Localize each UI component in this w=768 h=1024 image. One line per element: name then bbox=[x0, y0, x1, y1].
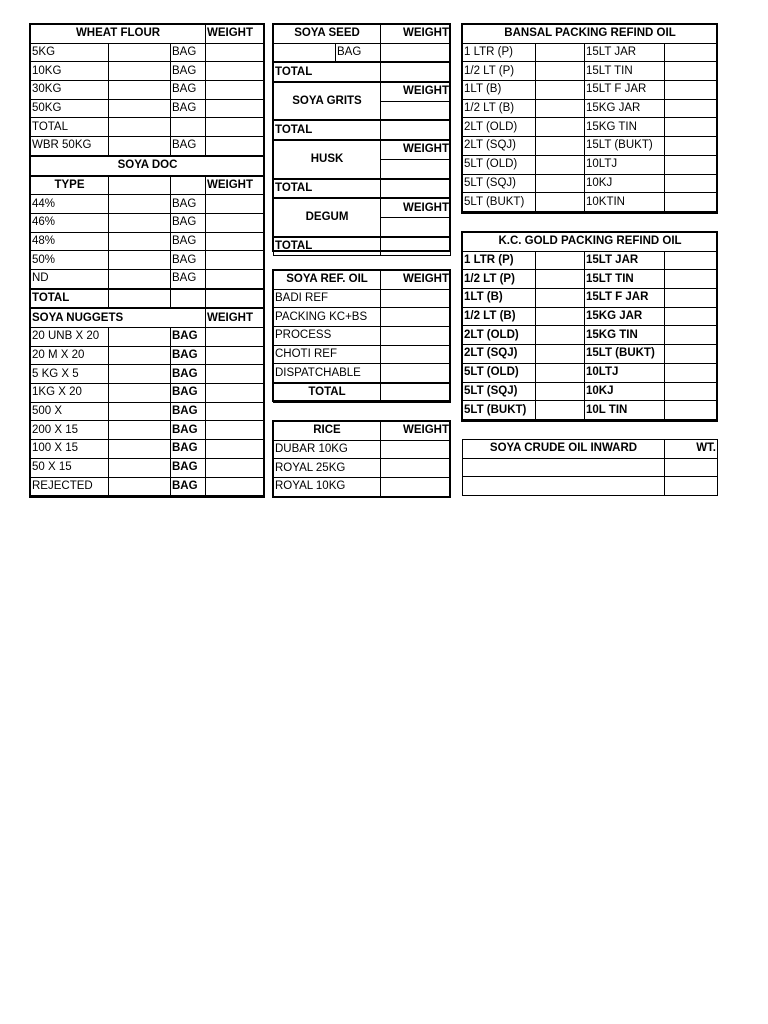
bansal-packing-table bbox=[462, 24, 718, 212]
ref-item: PACKING KC+BS bbox=[274, 308, 381, 327]
weight-cell[interactable] bbox=[381, 478, 451, 497]
weight-cell[interactable] bbox=[206, 421, 265, 440]
pack-size: 15KG TIN bbox=[585, 118, 665, 137]
ref-item: DISPATCHABLE bbox=[274, 364, 381, 383]
pack-size: 2LT (OLD) bbox=[463, 118, 536, 137]
input-cell[interactable] bbox=[665, 345, 718, 364]
input-cell[interactable] bbox=[665, 289, 718, 308]
rice-weight-header: WEIGHT bbox=[381, 422, 451, 441]
rice-header: RICE bbox=[274, 422, 381, 441]
degum-label: DEGUM bbox=[274, 198, 381, 236]
input-cell[interactable] bbox=[665, 118, 718, 137]
wheat-total-label: TOTAL bbox=[31, 118, 109, 137]
soya-ref-oil-header: SOYA REF. OIL bbox=[274, 271, 381, 290]
pack-size: 2LT (SQJ) bbox=[463, 345, 536, 364]
kc-gold-packing-table bbox=[462, 232, 718, 420]
unit-cell: BAG bbox=[171, 346, 206, 365]
input-cell[interactable] bbox=[665, 193, 718, 212]
weight-cell[interactable] bbox=[206, 384, 265, 403]
pack-size: 1 LTR (P) bbox=[463, 251, 536, 270]
pack-size: 15KG JAR bbox=[585, 307, 665, 326]
weight-cell[interactable] bbox=[206, 289, 265, 309]
bansal-header: BANSAL PACKING REFIND OIL bbox=[463, 25, 718, 44]
ref-total-label: TOTAL bbox=[274, 383, 381, 402]
input-cell[interactable] bbox=[665, 155, 718, 174]
pack-size: 10LTJ bbox=[585, 363, 665, 382]
input-cell[interactable] bbox=[665, 99, 718, 118]
pack-size: 15LT F JAR bbox=[585, 81, 665, 100]
wheat-item: 5KG bbox=[31, 43, 109, 62]
input-cell[interactable] bbox=[109, 137, 171, 156]
weight-cell[interactable] bbox=[206, 81, 265, 100]
input-cell[interactable] bbox=[109, 195, 171, 214]
weight-cell[interactable] bbox=[206, 402, 265, 421]
input-cell[interactable] bbox=[274, 43, 336, 62]
weight-cell[interactable] bbox=[206, 43, 265, 62]
pack-size: 15LT F JAR bbox=[585, 289, 665, 308]
doc-item: ND bbox=[31, 269, 109, 288]
weight-cell[interactable] bbox=[206, 232, 265, 251]
input-cell[interactable] bbox=[109, 421, 171, 440]
unit-cell bbox=[171, 289, 206, 309]
pack-size: 10KJ bbox=[585, 382, 665, 401]
wheat-item: 30KG bbox=[31, 81, 109, 100]
unit-cell: BAG bbox=[171, 365, 206, 384]
pack-size: 1/2 LT (B) bbox=[463, 307, 536, 326]
unit-cell: BAG bbox=[171, 232, 206, 251]
input-cell[interactable] bbox=[109, 99, 171, 118]
pack-size: 1/2 LT (B) bbox=[463, 99, 536, 118]
doc-item: 44% bbox=[31, 195, 109, 214]
degum-total-label: TOTAL bbox=[274, 237, 381, 256]
input-cell[interactable] bbox=[109, 346, 171, 365]
unit-cell: BAG bbox=[171, 328, 206, 347]
input-cell[interactable] bbox=[463, 477, 665, 496]
weight-cell[interactable] bbox=[381, 289, 451, 308]
input-cell[interactable] bbox=[109, 289, 171, 309]
unit-cell: BAG bbox=[171, 213, 206, 232]
rice-item: ROYAL 25KG bbox=[274, 459, 381, 478]
soya-grits-label: SOYA GRITS bbox=[274, 82, 381, 120]
pack-size: 15LT TIN bbox=[585, 62, 665, 81]
weight-cell[interactable] bbox=[206, 251, 265, 270]
soya-ref-oil-table bbox=[273, 270, 451, 403]
input-cell[interactable] bbox=[536, 62, 585, 81]
nugget-item: 1KG X 20 bbox=[31, 384, 109, 403]
weight-cell[interactable] bbox=[206, 62, 265, 81]
pack-size: 2LT (SQJ) bbox=[463, 137, 536, 156]
type-header: TYPE bbox=[31, 176, 109, 195]
weight-cell[interactable] bbox=[206, 195, 265, 214]
pack-size: 5LT (OLD) bbox=[463, 363, 536, 382]
husk-label: HUSK bbox=[274, 140, 381, 178]
weight-cell[interactable] bbox=[381, 364, 451, 383]
weight-cell[interactable] bbox=[381, 345, 451, 364]
soya-nuggets-header: SOYA NUGGETS bbox=[31, 308, 206, 327]
wheat-flour-header: WHEAT FLOUR bbox=[31, 25, 206, 44]
input-cell[interactable] bbox=[536, 382, 585, 401]
input-cell[interactable] bbox=[665, 307, 718, 326]
weight-cell[interactable] bbox=[206, 365, 265, 384]
soya-crude-inward-table bbox=[462, 439, 718, 496]
input-cell[interactable] bbox=[665, 477, 718, 496]
unit-cell bbox=[171, 176, 206, 195]
wheat-item: 50KG bbox=[31, 99, 109, 118]
input-cell[interactable] bbox=[665, 174, 718, 193]
input-cell[interactable] bbox=[536, 155, 585, 174]
weight-cell[interactable] bbox=[206, 477, 265, 496]
unit-cell: BAG bbox=[171, 99, 206, 118]
weight-cell[interactable] bbox=[206, 458, 265, 477]
pack-size: 10KJ bbox=[585, 174, 665, 193]
husk-total-label: TOTAL bbox=[274, 179, 381, 199]
input-cell[interactable] bbox=[665, 251, 718, 270]
input-cell[interactable] bbox=[665, 458, 718, 477]
pack-size: 15LT JAR bbox=[585, 43, 665, 62]
soya-doc-weight-header: WEIGHT bbox=[206, 176, 265, 195]
nugget-item: 100 X 15 bbox=[31, 440, 109, 459]
unit-cell: BAG bbox=[171, 62, 206, 81]
input-cell[interactable] bbox=[536, 401, 585, 420]
ref-weight-header: WEIGHT bbox=[381, 271, 451, 290]
wheat-item: WBR 50KG bbox=[31, 137, 109, 156]
input-cell[interactable] bbox=[536, 81, 585, 100]
husk-weight-header: WEIGHT bbox=[381, 140, 451, 159]
unit-cell: BAG bbox=[171, 458, 206, 477]
input-cell[interactable] bbox=[109, 213, 171, 232]
pack-size: 15KG JAR bbox=[585, 99, 665, 118]
doc-item: 50% bbox=[31, 251, 109, 270]
wheat-weight-header: WEIGHT bbox=[206, 25, 265, 44]
input-cell[interactable] bbox=[109, 458, 171, 477]
weight-cell[interactable] bbox=[381, 237, 451, 256]
unit-cell: BAG bbox=[171, 195, 206, 214]
nugget-item: 5 KG X 5 bbox=[31, 365, 109, 384]
pack-size: 1LT (B) bbox=[463, 81, 536, 100]
weight-cell[interactable] bbox=[206, 328, 265, 347]
input-cell[interactable] bbox=[109, 43, 171, 62]
input-cell[interactable] bbox=[665, 382, 718, 401]
pack-size: 1/2 LT (P) bbox=[463, 270, 536, 289]
unit-cell: BAG bbox=[171, 384, 206, 403]
pack-size: 5LT (BUKT) bbox=[463, 193, 536, 212]
doc-item: 46% bbox=[31, 213, 109, 232]
pack-size: 5LT (SQJ) bbox=[463, 382, 536, 401]
weight-cell[interactable] bbox=[381, 217, 451, 236]
pack-size: 15LT TIN bbox=[585, 270, 665, 289]
pack-size: 10L TIN bbox=[585, 401, 665, 420]
nugget-item: 20 UNB X 20 bbox=[31, 328, 109, 347]
nugget-item: REJECTED bbox=[31, 477, 109, 496]
nugget-item: 500 X bbox=[31, 402, 109, 421]
grits-total-label: TOTAL bbox=[274, 120, 381, 140]
weight-cell[interactable] bbox=[381, 179, 451, 199]
input-cell[interactable] bbox=[536, 193, 585, 212]
ref-item: PROCESS bbox=[274, 327, 381, 346]
unit-cell: BAG bbox=[171, 269, 206, 288]
unit-cell: BAG bbox=[171, 477, 206, 496]
input-cell[interactable] bbox=[109, 251, 171, 270]
nuggets-weight-header: WEIGHT bbox=[206, 308, 265, 327]
seed-total-label: TOTAL bbox=[274, 62, 381, 82]
weight-cell[interactable] bbox=[206, 118, 265, 137]
rice-item: ROYAL 10KG bbox=[274, 478, 381, 497]
weight-cell[interactable] bbox=[381, 383, 451, 402]
input-cell[interactable] bbox=[536, 43, 585, 62]
input-cell[interactable] bbox=[665, 62, 718, 81]
unit-cell: BAG bbox=[171, 43, 206, 62]
input-cell[interactable] bbox=[536, 326, 585, 345]
soya-doc-header: SOYA DOC bbox=[31, 156, 265, 176]
pack-size: 1 LTR (P) bbox=[463, 43, 536, 62]
unit-cell: BAG bbox=[171, 421, 206, 440]
weight-cell[interactable] bbox=[206, 346, 265, 365]
input-cell[interactable] bbox=[536, 345, 585, 364]
input-cell[interactable] bbox=[665, 43, 718, 62]
pack-size: 10LTJ bbox=[585, 155, 665, 174]
input-cell[interactable] bbox=[665, 326, 718, 345]
left-stock-table bbox=[30, 24, 265, 496]
ref-item: BADI REF bbox=[274, 289, 381, 308]
doc-total-label: TOTAL bbox=[31, 289, 109, 309]
input-cell[interactable] bbox=[665, 363, 718, 382]
input-cell[interactable] bbox=[536, 307, 585, 326]
weight-cell[interactable] bbox=[381, 43, 451, 62]
kc-gold-header: K.C. GOLD PACKING REFIND OIL bbox=[463, 233, 718, 252]
soya-seed-table bbox=[273, 24, 451, 256]
grits-weight-header: WEIGHT bbox=[381, 82, 451, 101]
input-cell[interactable] bbox=[536, 174, 585, 193]
weight-cell[interactable] bbox=[206, 269, 265, 288]
input-cell[interactable] bbox=[463, 458, 665, 477]
pack-size: 2LT (OLD) bbox=[463, 326, 536, 345]
input-cell[interactable] bbox=[109, 176, 171, 195]
weight-cell[interactable] bbox=[381, 62, 451, 82]
unit-cell: BAG bbox=[171, 402, 206, 421]
input-cell[interactable] bbox=[109, 328, 171, 347]
input-cell[interactable] bbox=[665, 270, 718, 289]
weight-cell[interactable] bbox=[206, 99, 265, 118]
input-cell[interactable] bbox=[536, 270, 585, 289]
crude-inward-header: SOYA CRUDE OIL INWARD bbox=[463, 440, 665, 459]
input-cell[interactable] bbox=[536, 289, 585, 308]
pack-size: 5LT (SQJ) bbox=[463, 174, 536, 193]
input-cell[interactable] bbox=[536, 99, 585, 118]
pack-size: 15LT (BUKT) bbox=[585, 137, 665, 156]
nugget-item: 200 X 15 bbox=[31, 421, 109, 440]
input-cell[interactable] bbox=[665, 401, 718, 420]
nugget-item: 50 X 15 bbox=[31, 458, 109, 477]
input-cell[interactable] bbox=[109, 440, 171, 459]
doc-item: 48% bbox=[31, 232, 109, 251]
input-cell[interactable] bbox=[109, 81, 171, 100]
wheat-item: 10KG bbox=[31, 62, 109, 81]
weight-cell[interactable] bbox=[381, 327, 451, 346]
ref-item: CHOTI REF bbox=[274, 345, 381, 364]
input-cell[interactable] bbox=[665, 137, 718, 156]
pack-size: 5LT (BUKT) bbox=[463, 401, 536, 420]
input-cell[interactable] bbox=[109, 477, 171, 496]
pack-size: 1/2 LT (P) bbox=[463, 62, 536, 81]
input-cell[interactable] bbox=[536, 137, 585, 156]
pack-size: 5LT (OLD) bbox=[463, 155, 536, 174]
rice-table bbox=[273, 421, 451, 497]
weight-cell[interactable] bbox=[381, 440, 451, 459]
unit-cell: BAG bbox=[171, 81, 206, 100]
pack-size: 1LT (B) bbox=[463, 289, 536, 308]
input-cell[interactable] bbox=[536, 118, 585, 137]
degum-weight-header: WEIGHT bbox=[381, 198, 451, 217]
input-cell[interactable] bbox=[109, 118, 171, 137]
weight-cell[interactable] bbox=[206, 440, 265, 459]
input-cell[interactable] bbox=[109, 232, 171, 251]
input-cell[interactable] bbox=[536, 251, 585, 270]
input-cell[interactable] bbox=[109, 384, 171, 403]
weight-cell[interactable] bbox=[381, 120, 451, 140]
seed-weight-header: WEIGHT bbox=[381, 25, 451, 44]
weight-cell[interactable] bbox=[381, 308, 451, 327]
weight-cell[interactable] bbox=[381, 101, 451, 120]
rice-item: DUBAR 10KG bbox=[274, 440, 381, 459]
input-cell[interactable] bbox=[109, 402, 171, 421]
pack-size: 15LT (BUKT) bbox=[585, 345, 665, 364]
nugget-item: 20 M X 20 bbox=[31, 346, 109, 365]
unit-cell: BAG bbox=[336, 43, 381, 62]
unit-cell: BAG bbox=[171, 137, 206, 156]
input-cell[interactable] bbox=[109, 62, 171, 81]
input-cell[interactable] bbox=[665, 81, 718, 100]
input-cell[interactable] bbox=[536, 363, 585, 382]
weight-cell[interactable] bbox=[381, 459, 451, 478]
input-cell[interactable] bbox=[109, 365, 171, 384]
weight-cell[interactable] bbox=[206, 213, 265, 232]
weight-cell[interactable] bbox=[381, 159, 451, 178]
weight-cell[interactable] bbox=[206, 137, 265, 156]
pack-size: 10KTIN bbox=[585, 193, 665, 212]
input-cell[interactable] bbox=[109, 269, 171, 288]
pack-size: 15LT JAR bbox=[585, 251, 665, 270]
pack-size: 15KG TIN bbox=[585, 326, 665, 345]
soya-seed-header: SOYA SEED bbox=[274, 25, 381, 44]
unit-cell: BAG bbox=[171, 440, 206, 459]
unit-cell bbox=[171, 118, 206, 137]
unit-cell: BAG bbox=[171, 251, 206, 270]
crude-wt-header: WT. bbox=[665, 440, 718, 459]
